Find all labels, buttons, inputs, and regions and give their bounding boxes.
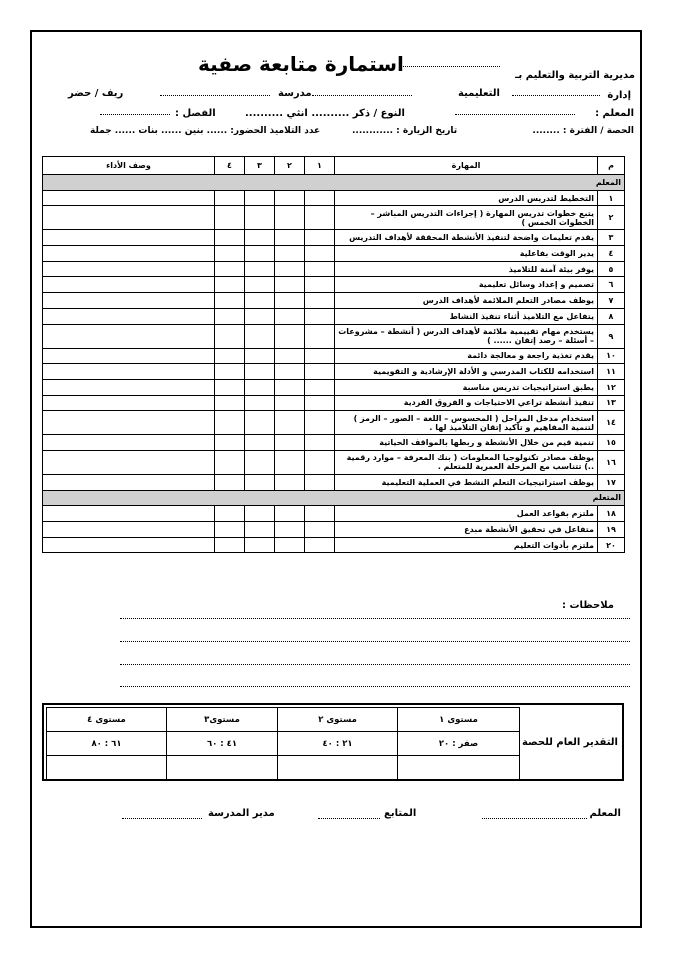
score-cell-1[interactable] bbox=[305, 450, 335, 474]
table-row bbox=[43, 474, 625, 490]
level-2-header: مستوى ٢ bbox=[278, 708, 398, 732]
skill-cell: يستخدم مهام تقييمية ملائمة لأهداف الدرس ( أنشطة – مشروعات – أسئلة – رصد إتقان ...... ) bbox=[335, 324, 598, 348]
admin-field[interactable] bbox=[512, 95, 600, 96]
skill-cell: استخدام مدخل المراحل ( المحسوس – اللغة – الصور – الرمز ) لتنمية المفاهيم و تأكيد إتقان التلاميذ لها . bbox=[335, 411, 598, 435]
level-4-range: ٦١ : ٨٠ bbox=[47, 732, 167, 756]
desc-cell[interactable] bbox=[43, 261, 215, 277]
row-number: ٢٠ bbox=[598, 537, 625, 553]
score-cell-4[interactable] bbox=[215, 435, 245, 451]
score-cell-3[interactable] bbox=[245, 364, 275, 380]
score-cell-3[interactable] bbox=[245, 379, 275, 395]
row-number: ١٤ bbox=[598, 411, 625, 435]
admin-suffix: التعليمية bbox=[458, 88, 500, 99]
score-cell-4[interactable] bbox=[215, 364, 245, 380]
class-field[interactable] bbox=[100, 114, 170, 115]
row-number: ١٧ bbox=[598, 474, 625, 490]
table-row bbox=[43, 364, 625, 380]
desc-cell[interactable] bbox=[43, 364, 215, 380]
score-cell-4[interactable] bbox=[215, 522, 245, 538]
directorate-dots[interactable] bbox=[400, 66, 500, 67]
score-cell-2[interactable] bbox=[275, 435, 305, 451]
table-row bbox=[43, 324, 625, 348]
score-cell-1[interactable] bbox=[305, 261, 335, 277]
visit-date-label: تاريخ الزيارة : ............ bbox=[352, 126, 458, 136]
score-cell-3[interactable] bbox=[245, 450, 275, 474]
overall-rating-box bbox=[42, 703, 624, 781]
section-label: المتعلم bbox=[43, 490, 625, 506]
row-number: ١٩ bbox=[598, 522, 625, 538]
gender-label: النوع / ذكر .......... انثي .......... bbox=[245, 108, 405, 119]
table-row bbox=[43, 308, 625, 324]
desc-cell[interactable] bbox=[43, 537, 215, 553]
score-cell-2[interactable] bbox=[275, 450, 305, 474]
skill-cell: متفاعل في تحقيق الأنشطة مبدع bbox=[335, 522, 598, 538]
col-num-header: م bbox=[598, 157, 625, 175]
table-row bbox=[43, 537, 625, 553]
table-row bbox=[43, 450, 625, 474]
desc-cell[interactable] bbox=[43, 293, 215, 309]
row-number: ١٨ bbox=[598, 506, 625, 522]
score-cell-4[interactable] bbox=[215, 308, 245, 324]
score-cell-2[interactable] bbox=[275, 308, 305, 324]
score-cell-1[interactable] bbox=[305, 522, 335, 538]
score-cell-3[interactable] bbox=[245, 506, 275, 522]
score-cell-4[interactable] bbox=[215, 474, 245, 490]
score-cell-3[interactable] bbox=[245, 324, 275, 348]
row-number: ١ bbox=[598, 190, 625, 206]
school-field[interactable] bbox=[160, 95, 270, 96]
score-cell-4[interactable] bbox=[215, 206, 245, 230]
skill-cell: ملتزم بأدوات التعليم bbox=[335, 537, 598, 553]
level-2-range: ٢١ : ٤٠ bbox=[278, 732, 398, 756]
levels-table bbox=[46, 707, 520, 780]
score-cell-3[interactable] bbox=[245, 537, 275, 553]
desc-cell[interactable] bbox=[43, 190, 215, 206]
table-row bbox=[43, 206, 625, 230]
table-row bbox=[43, 411, 625, 435]
score-cell-2[interactable] bbox=[275, 190, 305, 206]
notes-line[interactable] bbox=[120, 618, 630, 619]
score-cell-2[interactable] bbox=[275, 246, 305, 262]
score-cell-1[interactable] bbox=[305, 379, 335, 395]
score-cell-4[interactable] bbox=[215, 190, 245, 206]
score-cell-4[interactable] bbox=[215, 324, 245, 348]
table-row bbox=[43, 277, 625, 293]
table-row bbox=[43, 395, 625, 411]
score-cell-2[interactable] bbox=[275, 522, 305, 538]
desc-cell[interactable] bbox=[43, 450, 215, 474]
section-row bbox=[43, 175, 625, 191]
desc-cell[interactable] bbox=[43, 435, 215, 451]
level-3-range: ٤١ : ٦٠ bbox=[166, 732, 277, 756]
area-label: ريف / حضر bbox=[68, 88, 124, 99]
level-2-check[interactable] bbox=[278, 756, 398, 780]
skill-cell: يتبع خطوات تدريس المهارة ( إجراءات التدريس المباشر – الخطوات الخمس ) bbox=[335, 206, 598, 230]
score-cell-1[interactable] bbox=[305, 277, 335, 293]
score-cell-3[interactable] bbox=[245, 474, 275, 490]
skill-cell: تنفيذ أنشطة تراعي الاحتياجات و الفروق الفردية bbox=[335, 395, 598, 411]
score-cell-3[interactable] bbox=[245, 277, 275, 293]
desc-cell[interactable] bbox=[43, 506, 215, 522]
skill-cell: يقدم تغذية راجعة و معالجة دائمة bbox=[335, 348, 598, 364]
score-cell-3[interactable] bbox=[245, 261, 275, 277]
score-cell-2[interactable] bbox=[275, 230, 305, 246]
row-number: ٩ bbox=[598, 324, 625, 348]
desc-cell[interactable] bbox=[43, 395, 215, 411]
score-cell-2[interactable] bbox=[275, 277, 305, 293]
score-cell-3[interactable] bbox=[245, 395, 275, 411]
skill-cell: ملتزم بقواعد العمل bbox=[335, 506, 598, 522]
score-cell-2[interactable] bbox=[275, 506, 305, 522]
score-cell-4[interactable] bbox=[215, 537, 245, 553]
score-cell-4[interactable] bbox=[215, 411, 245, 435]
sig-follower-label: المتابع bbox=[384, 808, 417, 819]
skill-cell: يوفر بيئة آمنة للتلاميذ bbox=[335, 261, 598, 277]
score-cell-2[interactable] bbox=[275, 261, 305, 277]
score-cell-4[interactable] bbox=[215, 379, 245, 395]
skill-cell: يتفاعل مع التلاميذ أثناء تنفيذ النشاط bbox=[335, 308, 598, 324]
row-number: ١٥ bbox=[598, 435, 625, 451]
score-cell-4[interactable] bbox=[215, 348, 245, 364]
row-number: ١٦ bbox=[598, 450, 625, 474]
score-cell-1[interactable] bbox=[305, 206, 335, 230]
score-cell-3[interactable] bbox=[245, 190, 275, 206]
level-4-check[interactable] bbox=[47, 756, 167, 780]
directorate-label: مديرية التربية والتعليم بـ bbox=[515, 70, 635, 81]
table-row bbox=[43, 293, 625, 309]
sig-principal-label: مدير المدرسة bbox=[208, 808, 275, 819]
attendance-label: عدد التلاميذ الحضور: ...... بنين ...... بنات ...... جملة bbox=[90, 126, 321, 136]
skill-cell: يوظف مصادر التعلم الملائمة لأهداف الدرس bbox=[335, 293, 598, 309]
score-cell-1[interactable] bbox=[305, 395, 335, 411]
overall-rating-label: التقدير العام للحصة bbox=[521, 737, 618, 748]
score-cell-1[interactable] bbox=[305, 435, 335, 451]
row-number: ٣ bbox=[598, 230, 625, 246]
form-title: استمارة متابعة صفية bbox=[198, 52, 404, 76]
score-cell-1[interactable] bbox=[305, 364, 335, 380]
table-row bbox=[43, 506, 625, 522]
level-3-header: مستوى٣ bbox=[166, 708, 277, 732]
score-cell-1[interactable] bbox=[305, 348, 335, 364]
row-number: ٦ bbox=[598, 277, 625, 293]
score-cell-3[interactable] bbox=[245, 522, 275, 538]
score-cell-4[interactable] bbox=[215, 395, 245, 411]
score-cell-4[interactable] bbox=[215, 293, 245, 309]
score-cell-2[interactable] bbox=[275, 206, 305, 230]
notes-line[interactable] bbox=[120, 641, 630, 642]
score-cell-3[interactable] bbox=[245, 246, 275, 262]
notes-label: ملاحظات : bbox=[561, 600, 614, 611]
row-number: ٥ bbox=[598, 261, 625, 277]
teacher-label: المعلم : bbox=[595, 108, 634, 119]
skill-cell: التخطيط لتدريس الدرس bbox=[335, 190, 598, 206]
skill-cell: يوظف استراتيجيات التعلم النشط في العملية التعليمية bbox=[335, 474, 598, 490]
score-cell-1[interactable] bbox=[305, 506, 335, 522]
level-1-range: صفر : ٢٠ bbox=[398, 732, 520, 756]
notes-line[interactable] bbox=[120, 664, 630, 665]
score-cell-1[interactable] bbox=[305, 537, 335, 553]
desc-cell[interactable] bbox=[43, 411, 215, 435]
score-cell-4[interactable] bbox=[215, 261, 245, 277]
col-3-header: ٣ bbox=[245, 157, 275, 175]
score-cell-4[interactable] bbox=[215, 246, 245, 262]
admin-dots[interactable] bbox=[312, 95, 412, 96]
row-number: ٨ bbox=[598, 308, 625, 324]
row-number: ٧ bbox=[598, 293, 625, 309]
table-row bbox=[43, 230, 625, 246]
skill-cell: يدير الوقت بفاعلية bbox=[335, 246, 598, 262]
table-row bbox=[43, 379, 625, 395]
desc-cell[interactable] bbox=[43, 277, 215, 293]
skills-table bbox=[42, 156, 625, 553]
score-cell-1[interactable] bbox=[305, 324, 335, 348]
score-cell-3[interactable] bbox=[245, 411, 275, 435]
skill-cell: تنمية قيم من خلال الأنشطة و ربطها بالمواقف الحياتية bbox=[335, 435, 598, 451]
score-cell-2[interactable] bbox=[275, 348, 305, 364]
col-2-header: ٢ bbox=[275, 157, 305, 175]
sig-principal-line[interactable] bbox=[122, 818, 202, 819]
table-row bbox=[43, 261, 625, 277]
teacher-field[interactable] bbox=[455, 114, 575, 115]
school-label: مدرسة bbox=[278, 88, 312, 99]
desc-cell[interactable] bbox=[43, 324, 215, 348]
score-cell-3[interactable] bbox=[245, 308, 275, 324]
notes-line[interactable] bbox=[120, 686, 630, 687]
score-cell-4[interactable] bbox=[215, 450, 245, 474]
col-skill-header: المهارة bbox=[335, 157, 598, 175]
desc-cell[interactable] bbox=[43, 308, 215, 324]
sig-follower-line[interactable] bbox=[318, 818, 380, 819]
skill-cell: تصميم و إعداد وسائل تعليمية bbox=[335, 277, 598, 293]
score-cell-3[interactable] bbox=[245, 206, 275, 230]
desc-cell[interactable] bbox=[43, 246, 215, 262]
score-cell-2[interactable] bbox=[275, 474, 305, 490]
score-cell-3[interactable] bbox=[245, 230, 275, 246]
skill-cell: يطبق استراتيجيات تدريس مناسبة bbox=[335, 379, 598, 395]
score-cell-3[interactable] bbox=[245, 348, 275, 364]
desc-cell[interactable] bbox=[43, 230, 215, 246]
score-cell-2[interactable] bbox=[275, 364, 305, 380]
level-1-header: مستوى ١ bbox=[398, 708, 520, 732]
table-row bbox=[43, 190, 625, 206]
score-cell-2[interactable] bbox=[275, 411, 305, 435]
desc-cell[interactable] bbox=[43, 206, 215, 230]
score-cell-2[interactable] bbox=[275, 537, 305, 553]
score-cell-1[interactable] bbox=[305, 308, 335, 324]
desc-cell[interactable] bbox=[43, 379, 215, 395]
col-desc-header: وصف الأداء bbox=[43, 157, 215, 175]
sig-teacher-line[interactable] bbox=[482, 818, 587, 819]
sig-teacher-label: المعلم bbox=[589, 808, 621, 819]
skill-cell: استخدامه للكتاب المدرسي و الأدلة الإرشادية و التقويمية bbox=[335, 364, 598, 380]
score-cell-1[interactable] bbox=[305, 190, 335, 206]
row-number: ٢ bbox=[598, 206, 625, 230]
skill-cell: يقدم تعليمات واضحة لتنفيذ الأنشطة المحققة لأهداف التدريس bbox=[335, 230, 598, 246]
class-label: الفصل : bbox=[175, 108, 216, 119]
desc-cell[interactable] bbox=[43, 474, 215, 490]
row-number: ١٣ bbox=[598, 395, 625, 411]
table-row bbox=[43, 522, 625, 538]
row-number: ١١ bbox=[598, 364, 625, 380]
score-cell-1[interactable] bbox=[305, 230, 335, 246]
period-label: الحصة / الفترة : ........ bbox=[532, 126, 634, 136]
score-cell-1[interactable] bbox=[305, 474, 335, 490]
score-cell-3[interactable] bbox=[245, 293, 275, 309]
score-cell-2[interactable] bbox=[275, 395, 305, 411]
score-cell-4[interactable] bbox=[215, 230, 245, 246]
level-3-check[interactable] bbox=[166, 756, 277, 780]
score-cell-1[interactable] bbox=[305, 293, 335, 309]
table-row bbox=[43, 435, 625, 451]
desc-cell[interactable] bbox=[43, 348, 215, 364]
score-cell-2[interactable] bbox=[275, 293, 305, 309]
score-cell-4[interactable] bbox=[215, 277, 245, 293]
score-cell-1[interactable] bbox=[305, 411, 335, 435]
score-cell-2[interactable] bbox=[275, 379, 305, 395]
section-label: المعلم bbox=[43, 175, 625, 191]
section-row bbox=[43, 490, 625, 506]
score-cell-2[interactable] bbox=[275, 324, 305, 348]
skill-cell: يوظف مصادر تكنولوجيا المعلومات ( بنك المعرفة – موارد رقمية ..) تتناسب مع المرحلة العمرية للمتعلم . bbox=[335, 450, 598, 474]
score-cell-4[interactable] bbox=[215, 506, 245, 522]
admin-label: إدارة bbox=[607, 90, 631, 101]
col-1-header: ١ bbox=[305, 157, 335, 175]
table-row bbox=[43, 246, 625, 262]
level-4-header: مستوى ٤ bbox=[47, 708, 167, 732]
row-number: ٤ bbox=[598, 246, 625, 262]
score-cell-3[interactable] bbox=[245, 435, 275, 451]
score-cell-1[interactable] bbox=[305, 246, 335, 262]
table-header-row bbox=[43, 157, 625, 175]
desc-cell[interactable] bbox=[43, 522, 215, 538]
table-row bbox=[43, 348, 625, 364]
level-1-check[interactable] bbox=[398, 756, 520, 780]
col-4-header: ٤ bbox=[215, 157, 245, 175]
row-number: ١٠ bbox=[598, 348, 625, 364]
row-number: ١٢ bbox=[598, 379, 625, 395]
